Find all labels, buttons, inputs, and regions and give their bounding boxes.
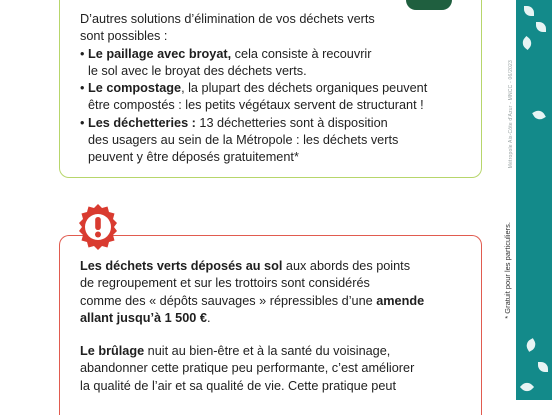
teal-side-strip: [516, 0, 552, 400]
list-item-cont: des usagers au sein de la Métropole : les déchets verts: [88, 133, 399, 148]
intro-line: D’autres solutions d’élimination de vos déchets verts: [80, 12, 375, 26]
list-item: • Le paillage avec broyat, cela consiste à recouvrir: [80, 46, 372, 61]
list-item-cont: le sol avec le broyat des déchets verts.: [88, 63, 307, 78]
leaf-icon: [520, 380, 534, 394]
list-item: • Le compostage, la plupart des déchets organiques peuvent: [80, 81, 428, 96]
intro-line: sont possibles :: [80, 29, 168, 44]
warning-text: [80, 258, 470, 395]
exclamation-alert-icon: [73, 202, 123, 252]
alternatives-text: [80, 11, 475, 167]
leaf-icon: [524, 338, 538, 352]
warning-line: allant jusqu’à 1 500 €.: [80, 310, 211, 325]
warning-line: abandonner cette pratique peu performante, c’est améliorer: [80, 361, 415, 376]
footnote: * Gratuit pour les particuliers.: [503, 222, 512, 319]
warning-line: comme des « dépôts sauvages » répressibles d’une amende: [80, 293, 425, 308]
item-title: Les déchetteries :: [88, 115, 196, 130]
list-item-cont: être compostés : les petits végétaux servent de structurant !: [88, 98, 424, 113]
item-title: Le paillage avec broyat,: [88, 46, 232, 61]
warning-line: Les déchets verts déposés au sol aux abords des points: [80, 259, 411, 273]
warning-line: Le brûlage nuit au bien-être et à la santé du voisinage,: [80, 344, 391, 359]
leaf-icon: [538, 362, 548, 372]
item-title: Le compostage: [88, 81, 182, 96]
leaf-icon: [524, 6, 534, 16]
list-item-cont: peuvent y être déposés gratuitement*: [88, 150, 299, 165]
warning-line: la qualité de l’air et sa qualité de vie. Cette pratique peut: [80, 378, 396, 393]
small-print: Métropole Aix-Côte d'Azur - MNCC - 06/2023: [508, 60, 514, 169]
list-item: • Les déchetteries : 13 déchetteries sont à disposition: [80, 115, 388, 130]
leaf-icon: [532, 108, 546, 122]
leaf-icon: [536, 22, 546, 32]
leaf-icon: [520, 36, 534, 50]
warning-line: de regroupement et sur les trottoirs sont considérés: [80, 276, 370, 291]
